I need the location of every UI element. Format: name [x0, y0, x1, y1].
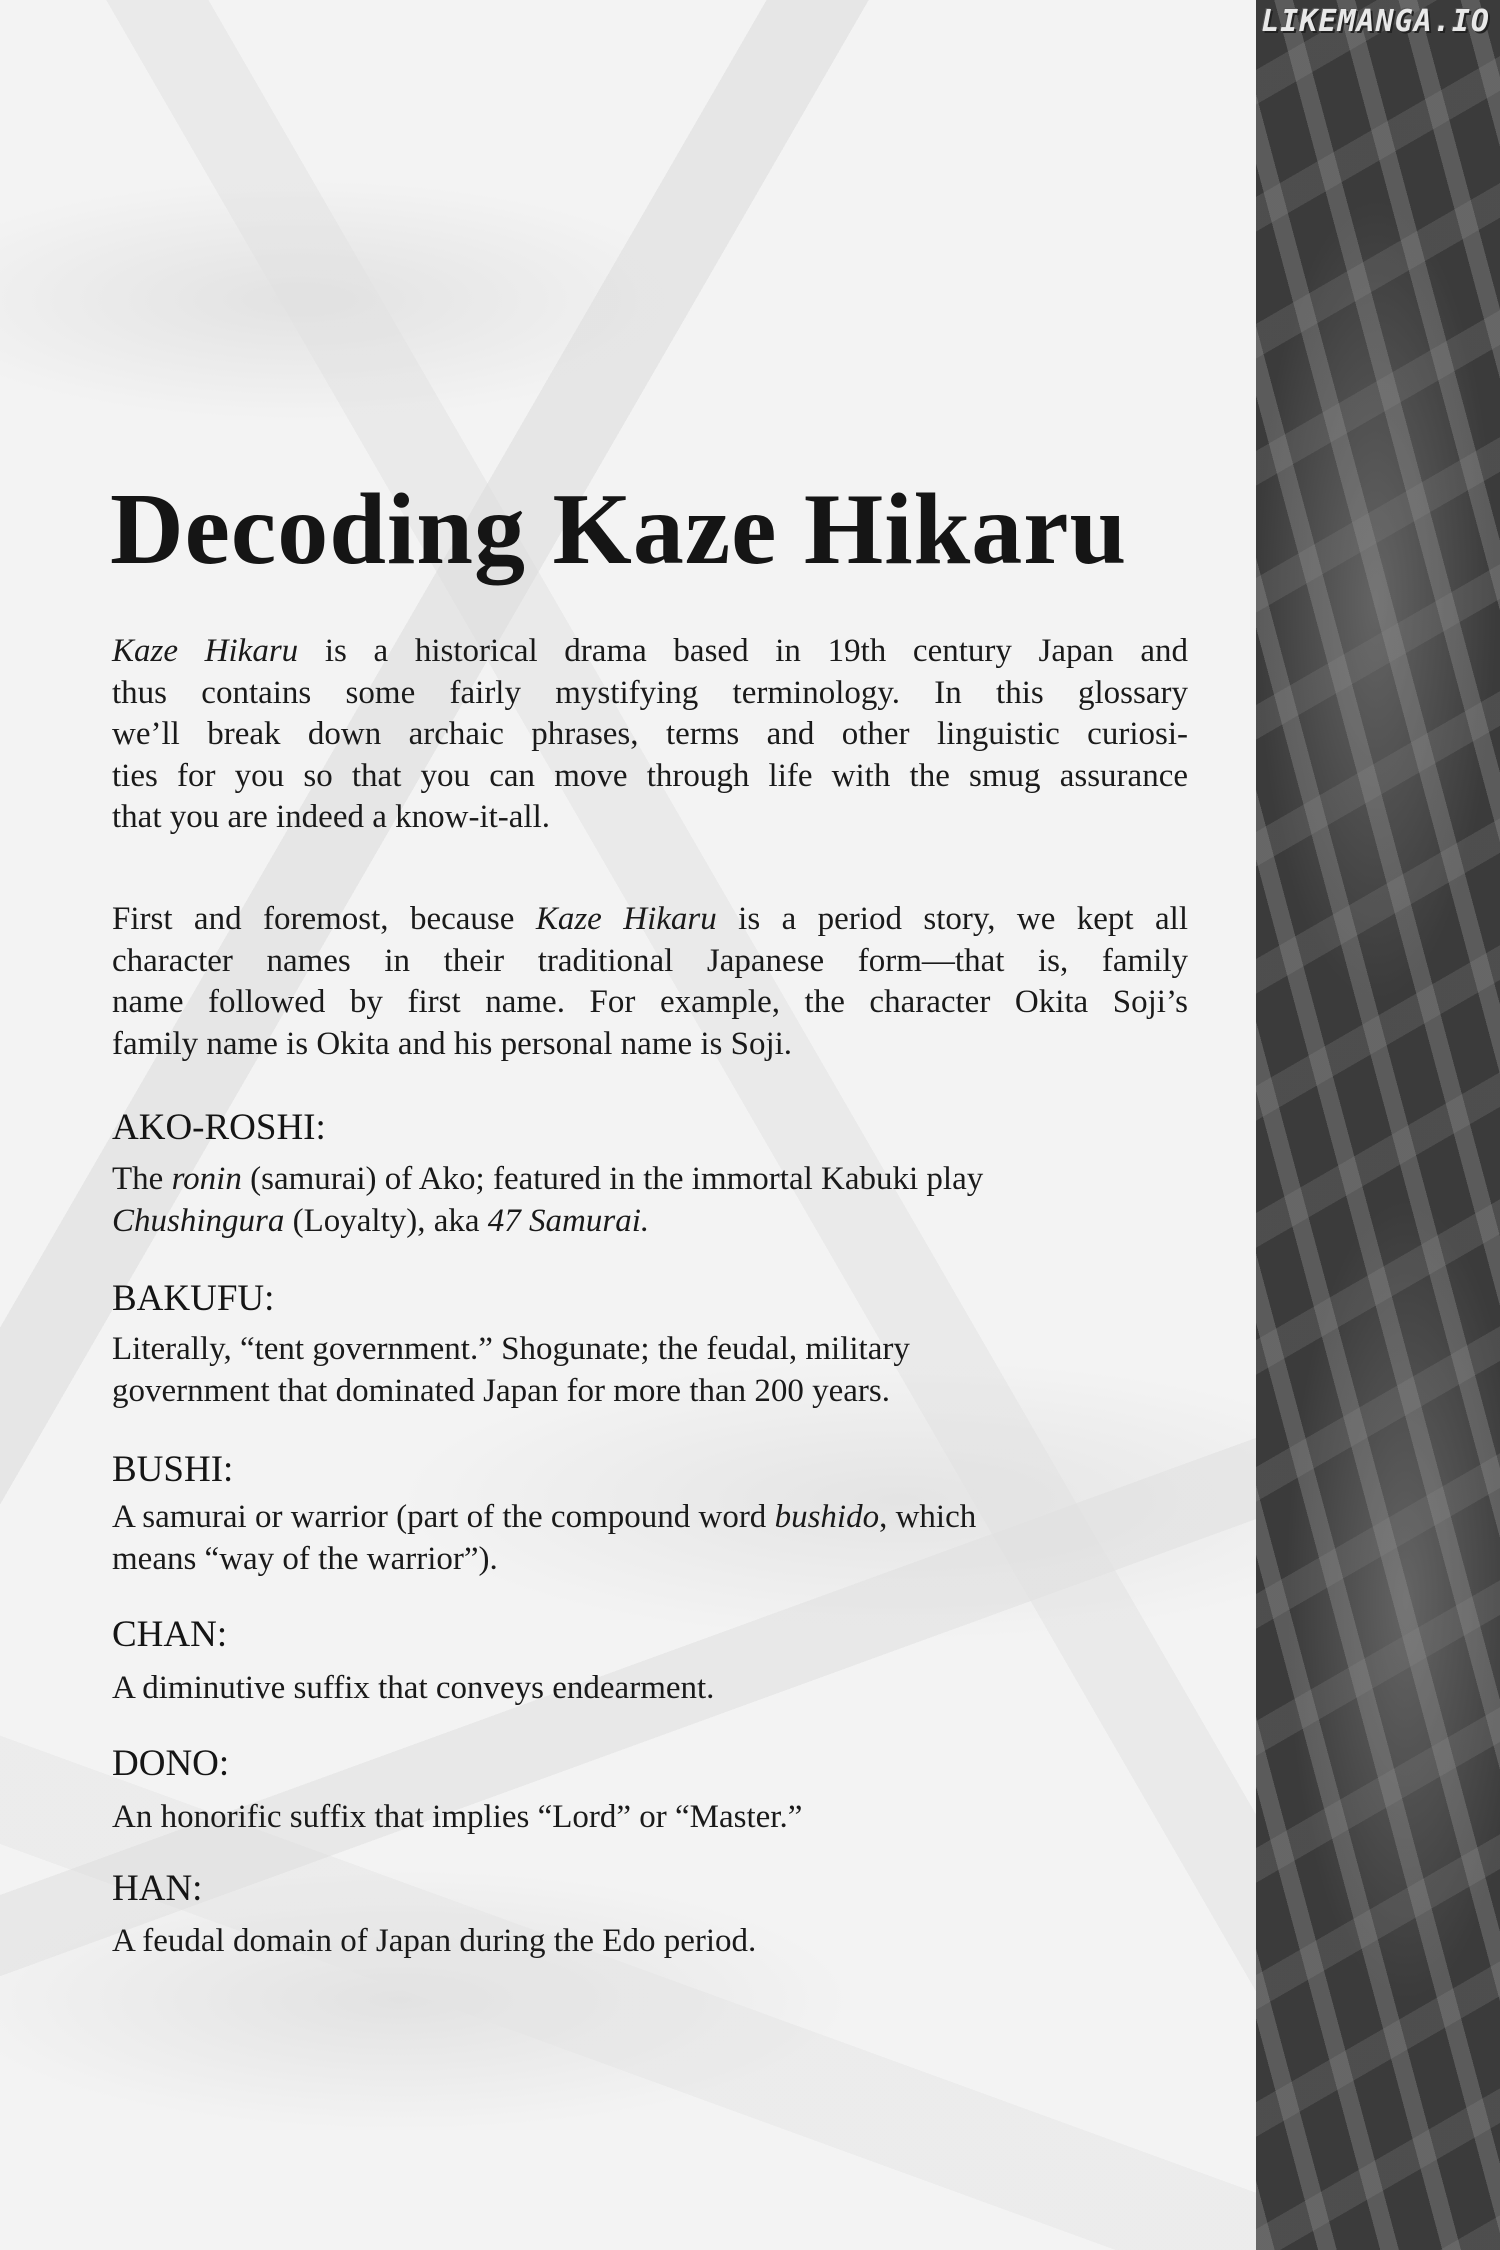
italic-text: bushido [774, 1499, 880, 1535]
italic-text: Kaze Hikaru [112, 633, 299, 669]
text-segment: First and foremost, because [112, 901, 536, 937]
text-segment: government that dominated Japan for more than 200 years. [112, 1372, 891, 1409]
text-segment: that you are indeed a know-it-all. [112, 799, 551, 836]
text-line [112, 1329, 1188, 1371]
text-segment: ties for you so that you can move through life with the smug assurance [112, 757, 1188, 794]
text-line [112, 1024, 1188, 1066]
text-line [112, 1497, 1188, 1539]
italic-text: Chushingura [112, 1202, 285, 1239]
text-line [112, 899, 1188, 941]
text-segment: family name is Okita and his personal name is Soji. [112, 1025, 793, 1062]
glossary-term: BUSHI: [112, 1449, 234, 1490]
text-segment: name followed by first name. For example, the character Okita Soji’s [112, 984, 1188, 1021]
glossary-definition [112, 1329, 1188, 1412]
text-line [112, 1921, 1188, 1963]
text-segment: means “way of the warrior”). [112, 1540, 498, 1577]
text-line [112, 941, 1188, 983]
text-segment: , which [879, 1499, 977, 1535]
glossary-definition [112, 1668, 1188, 1710]
text-segment: A feudal domain of Japan during the Edo period. [112, 1923, 757, 1959]
text-line [112, 1201, 1188, 1243]
glossary-definition [112, 1159, 1188, 1242]
text-segment: An honorific suffix that implies “Lord” or “Master.” [112, 1799, 803, 1835]
glossary-term: AKO-ROSHI: [112, 1107, 326, 1148]
glossary-definition [112, 1497, 1188, 1580]
text-line [112, 631, 1188, 673]
text-line [112, 1797, 1188, 1839]
text-line [112, 673, 1188, 715]
text-segment: (Loyalty), aka [284, 1202, 488, 1239]
text-line [112, 797, 1188, 839]
glossary-term: CHAN: [112, 1614, 228, 1655]
text-segment: character names in their traditional Japanese form—that is, family [112, 942, 1188, 979]
glossary-term: DONO: [112, 1743, 230, 1784]
text-segment: thus contains some fairly mystifying terminology. In this glossary [112, 674, 1188, 711]
text-segment: A diminutive suffix that conveys endearment. [112, 1670, 715, 1706]
italic-text: 47 Samurai. [487, 1202, 650, 1239]
text-line [112, 982, 1188, 1024]
glossary-term: BAKUFU: [112, 1278, 275, 1319]
text-segment: is a historical drama based in 19th century Japan and [298, 633, 1188, 669]
intro-paragraph [112, 899, 1188, 1065]
text-segment: we’ll break down archaic phrases, terms and other linguistic curiosi- [112, 716, 1188, 753]
text-segment: Literally, “tent government.” Shogunate; the feudal, military [112, 1331, 910, 1367]
text-line [112, 714, 1188, 756]
text-segment: The [112, 1161, 172, 1197]
glossary-term: HAN: [112, 1868, 203, 1909]
text-line [112, 1539, 1188, 1581]
text-line [112, 756, 1188, 798]
glossary-definition [112, 1921, 1188, 1963]
italic-text: Kaze Hikaru [535, 901, 717, 937]
intro-paragraph [112, 631, 1188, 839]
italic-text: ronin [171, 1161, 242, 1197]
watermark: LIKEMANGA.IO [1261, 4, 1490, 39]
text-line [112, 1668, 1188, 1710]
text-line [112, 1371, 1188, 1413]
page-title: Decoding Kaze Hikaru [110, 473, 1128, 586]
text-segment: (samurai) of Ako; featured in the immortal Kabuki play [241, 1161, 984, 1197]
text-segment: is a period story, we kept all [716, 901, 1188, 937]
glossary-definition [112, 1797, 1188, 1839]
dark-leaf-side-panel [1256, 0, 1500, 2250]
text-line [112, 1159, 1188, 1201]
text-segment: A samurai or warrior (part of the compound word [112, 1499, 775, 1535]
